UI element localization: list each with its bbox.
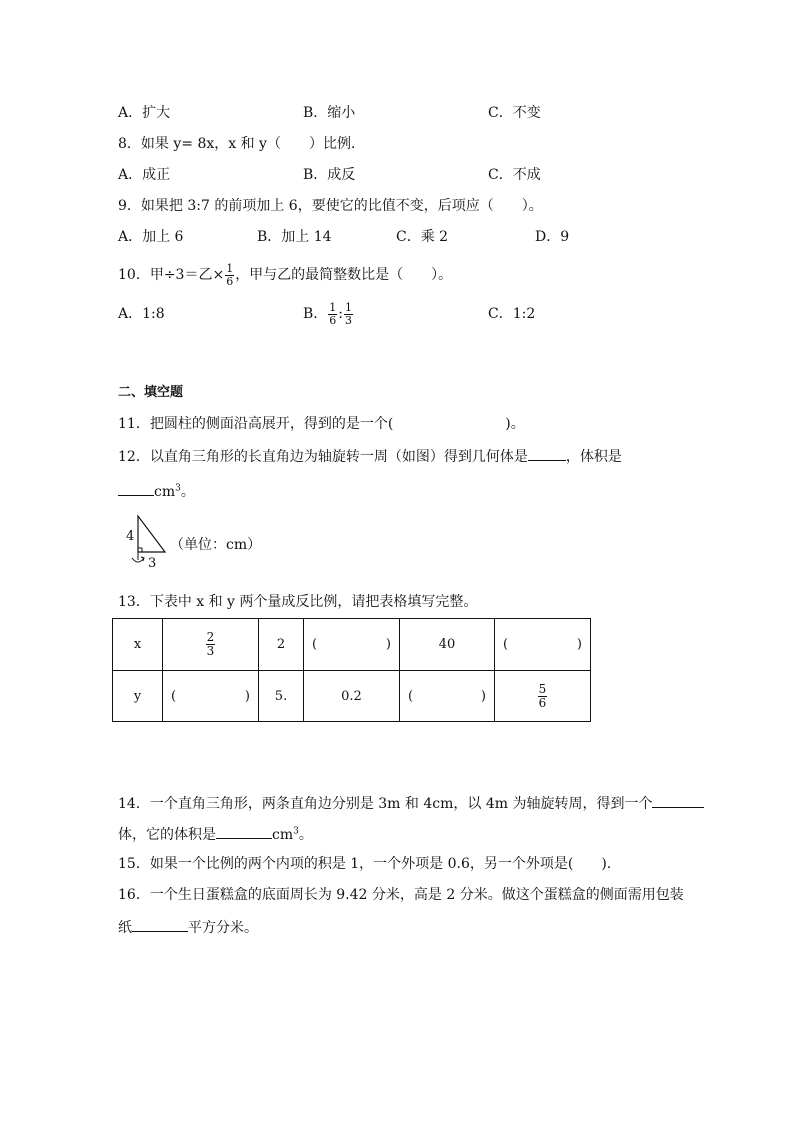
- q14-answer-blank-1[interactable]: [652, 793, 704, 808]
- q10-b-fraction-2: [344, 302, 353, 327]
- q7-option-c: C．不变: [488, 105, 541, 121]
- q14-text: 14．一个直角三角形，两条直角边分别是 3m 和 4cm，以 4m 为轴旋转周，得到一个: [118, 796, 653, 812]
- row-x-c1-num: 2: [206, 630, 215, 644]
- q10-b-fraction-1: [328, 302, 337, 327]
- row-x-cell-1: [163, 619, 259, 671]
- row-x-cell-3[interactable]: [304, 619, 400, 671]
- row-y-cell-4[interactable]: [400, 671, 495, 722]
- q10-b-f1-den: 6: [329, 313, 337, 327]
- q13-table: [112, 618, 591, 722]
- q10-question: [118, 261, 452, 289]
- q9-option-c: C．乘 2: [396, 229, 449, 245]
- q10-option-c: C．1:2: [488, 306, 536, 322]
- row-x-c5-close: ): [576, 637, 582, 652]
- table-row-x: [113, 619, 591, 671]
- q10-b-f2-num: 1: [345, 300, 353, 314]
- q8-question: 8．如果 y= 8x，x 和 y（ ）比例．: [118, 136, 365, 152]
- q7-option-a: A．扩大: [118, 105, 171, 121]
- q12-line-2: [118, 481, 195, 501]
- q12-end: 。: [180, 484, 195, 500]
- q10-fraction: [225, 263, 234, 288]
- q12-answer-blank-1[interactable]: [528, 446, 566, 461]
- row-x-cell-2: 2: [259, 619, 304, 671]
- q9-option-d: D．9: [535, 229, 570, 245]
- q12-unit-note: （单位：cm）: [170, 537, 262, 553]
- q10-suffix: ，甲与乙的最简整数比是（ ）。: [235, 267, 453, 283]
- row-x-c3-close: ): [385, 637, 391, 652]
- triangle-side-label: 4: [126, 529, 135, 544]
- row-y-cell-2: 5.: [259, 671, 304, 722]
- q16-line-2: [118, 917, 258, 937]
- q13-question: 13．下表中 x 和 y 两个量成反比例，请把表格填写完整。: [118, 594, 478, 610]
- q14-line2-a: 体，它的体积是: [118, 827, 216, 843]
- row-y-label: y: [113, 671, 163, 722]
- q10-frac-den: 6: [226, 274, 234, 288]
- q10-option-b: [303, 300, 354, 328]
- q7-option-b: B．缩小: [303, 105, 356, 121]
- table-row-y: [113, 671, 591, 722]
- row-x-c1-den: 3: [206, 644, 215, 658]
- q12-triangle-figure: [122, 512, 174, 572]
- section-2-heading: 二、填空题: [118, 385, 184, 400]
- triangle-shape: [138, 516, 165, 552]
- q12-mid: ，体积是: [565, 449, 622, 465]
- q10-frac-num: 1: [226, 261, 234, 275]
- q8-option-b: B．成反: [303, 167, 356, 183]
- q10-b-colon: :: [338, 306, 344, 322]
- row-y-cell-3: 0.2: [304, 671, 400, 722]
- row-y-cell-1[interactable]: [163, 671, 259, 722]
- q14-answer-blank-2[interactable]: [216, 824, 272, 839]
- row-y-c1-open: (: [171, 688, 177, 704]
- q14-line-2: [118, 824, 313, 844]
- row-y-c5-num: 5: [538, 681, 547, 696]
- q14-unit: cm: [272, 827, 294, 843]
- row-x-c5-open: (: [503, 637, 509, 652]
- q11-question: 11．把圆柱的侧面沿高展开，得到的是一个( )。: [118, 416, 525, 432]
- row-y-c5-den: 6: [538, 695, 547, 710]
- q9-option-a: A．加上 6: [118, 229, 184, 245]
- q12-question: [118, 446, 622, 466]
- row-x-label: x: [113, 619, 163, 671]
- q12-unit-sup: 3: [175, 483, 181, 494]
- q16-line2-b: 平方分米。: [188, 920, 258, 936]
- q12-unit: cm: [154, 484, 176, 500]
- q10-prefix: 10．甲÷3＝乙×: [118, 267, 225, 283]
- row-y-c1-close: ): [244, 688, 250, 704]
- q8-option-c: C．不成: [488, 167, 541, 183]
- q14-question: [118, 793, 704, 813]
- triangle-base-label: 3: [148, 556, 157, 571]
- q14-end: 。: [298, 827, 313, 843]
- q10-b-f2-den: 3: [345, 313, 353, 327]
- q12-answer-blank-2[interactable]: [118, 481, 154, 496]
- row-y-c4-close: ): [480, 688, 486, 704]
- q10-option-a: A．1:8: [118, 306, 165, 322]
- q15-question: 15．如果一个比例的两个内项的积是 1，一个外项是 0.6，另一个外项是( ).: [118, 856, 612, 872]
- q10-option-b-label: B．: [303, 306, 328, 322]
- row-y-cell-5: [495, 671, 591, 722]
- q8-option-a: A．成正: [118, 167, 171, 183]
- row-y-c4-open: (: [408, 688, 414, 704]
- row-x-cell-4: 40: [400, 619, 495, 671]
- row-x-c3-open: (: [312, 637, 318, 652]
- q10-b-f1-num: 1: [329, 300, 337, 314]
- q16-question: 16．一个生日蛋糕盒的底面周长为 9.42 分米，高是 2 分米。做这个蛋糕盒的侧面需用包装: [118, 887, 684, 903]
- row-x-cell-5[interactable]: [495, 619, 591, 671]
- q14-unit-sup: 3: [293, 826, 299, 837]
- q16-answer-blank[interactable]: [132, 917, 188, 932]
- q9-option-b: B．加上 14: [257, 229, 332, 245]
- q9-question: 9．如果把 3:7 的前项加上 6，要使它的比值不变，后项应（ ）。: [118, 198, 543, 214]
- q12-text: 12．以直角三角形的长直角边为轴旋转一周（如图）得到几何体是: [118, 449, 528, 465]
- q16-line2-a: 纸: [118, 920, 132, 936]
